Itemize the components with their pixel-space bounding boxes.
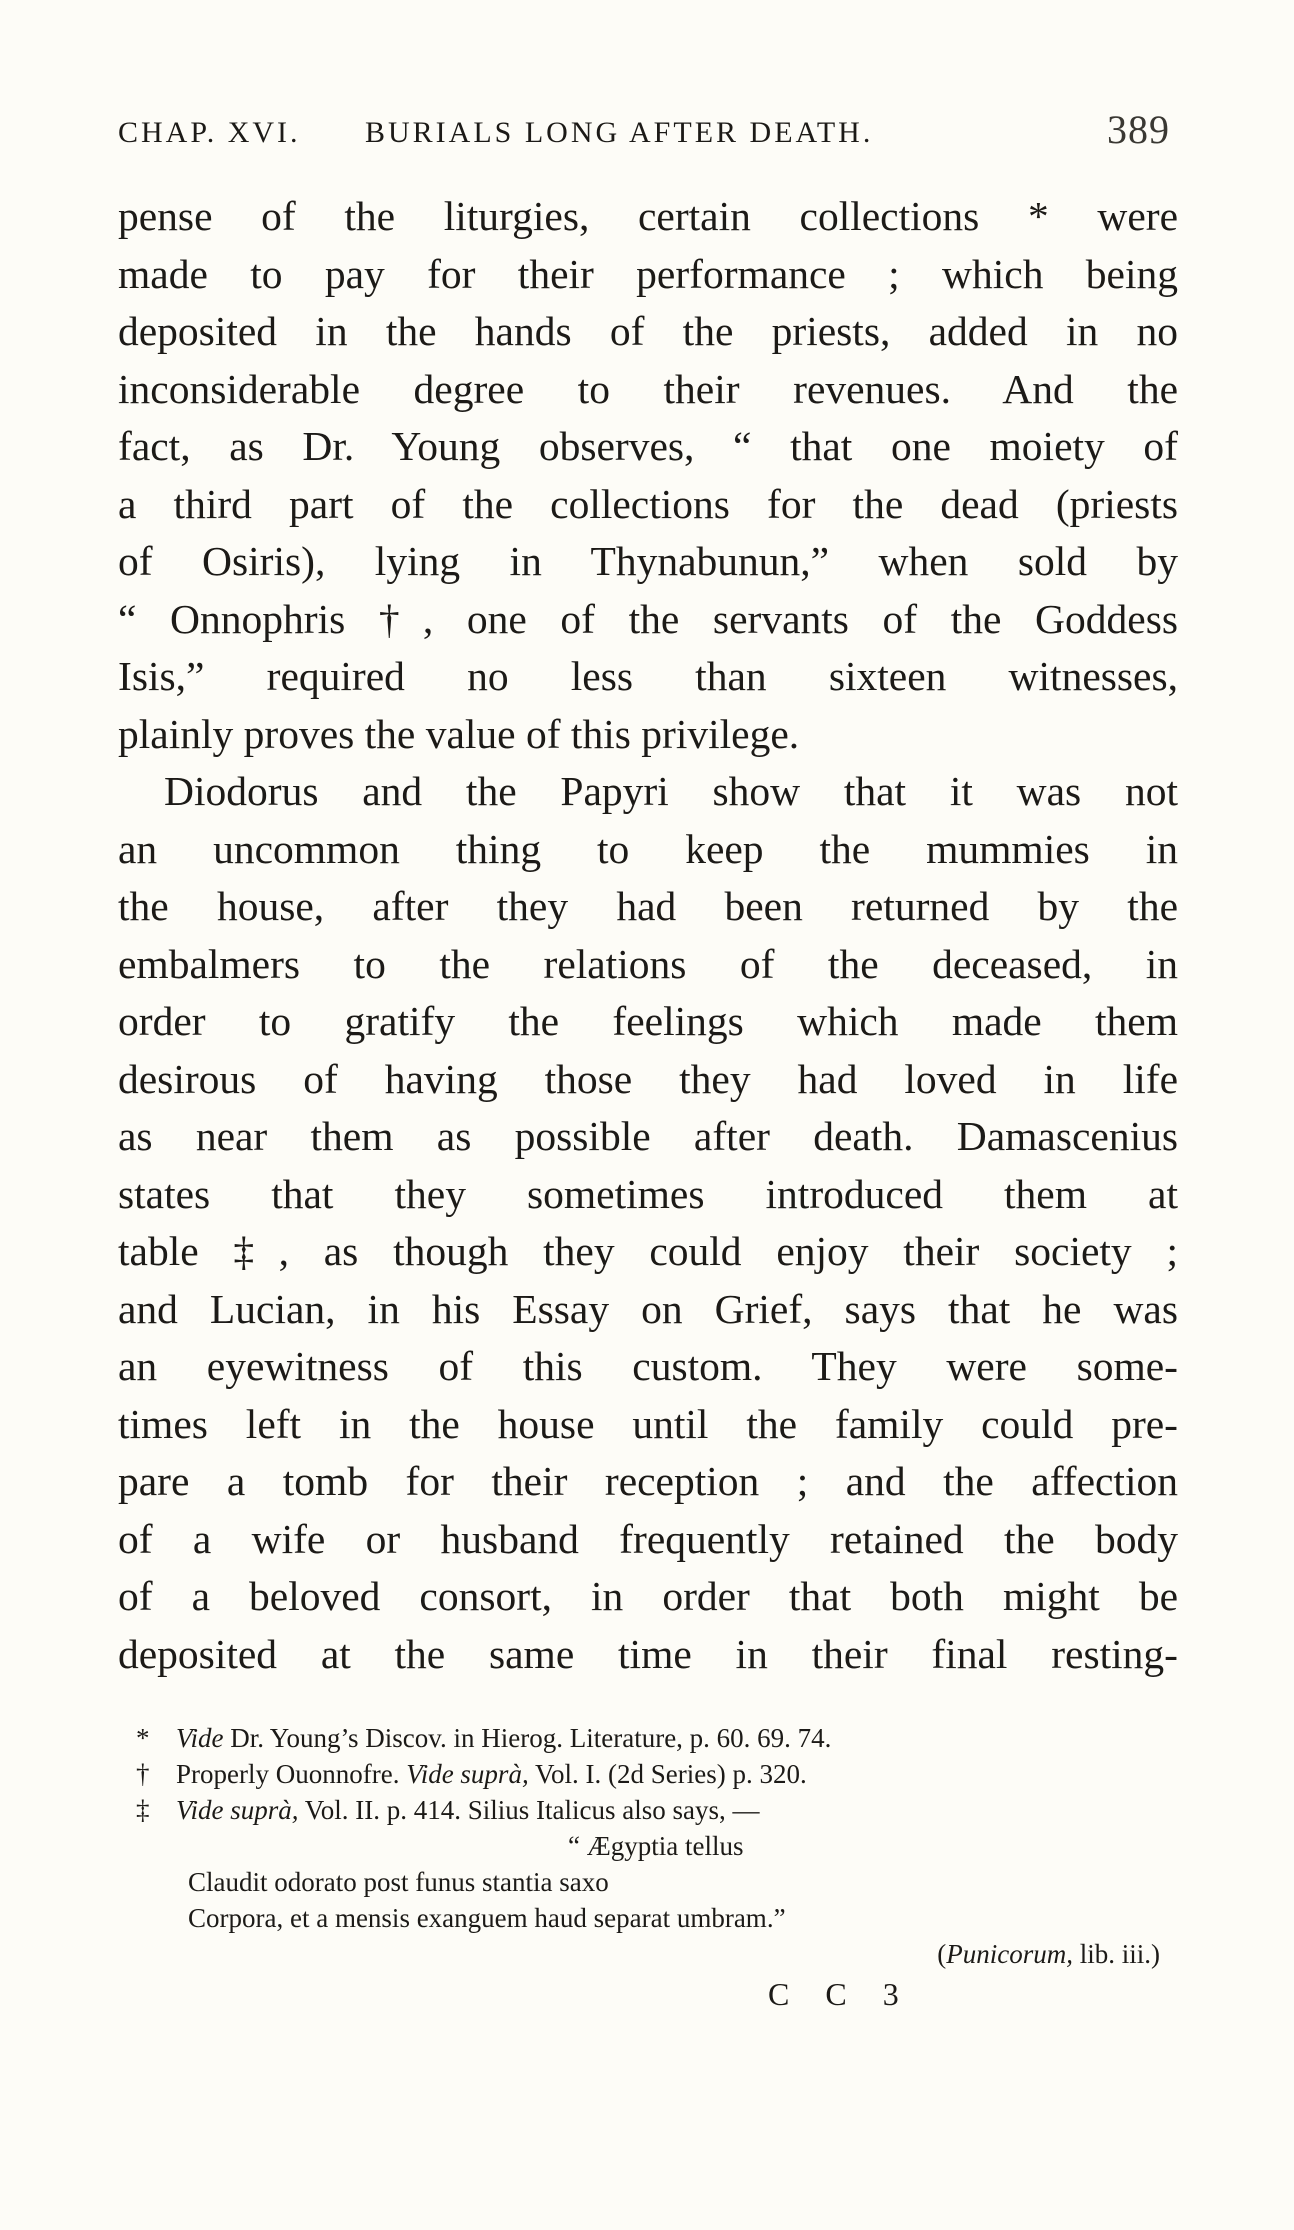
body-line: order to gratify the feelings which made them (118, 998, 1178, 1044)
body-line: pense of the liturgies, certain collections * were (118, 193, 1178, 239)
footnote-2 (118, 1756, 1178, 1792)
running-head (118, 100, 1178, 160)
body-text (118, 188, 1178, 1683)
quote-source-text: lib. iii.) (1073, 1939, 1160, 1969)
footnote-1 (118, 1720, 1178, 1756)
running-title: BURIALS LONG AFTER DEATH. (365, 116, 874, 149)
body-line: pare a tomb for their reception ; and the affection (118, 1458, 1178, 1504)
footnote-italic: Vide (176, 1723, 224, 1753)
footnote-mark: † (136, 1759, 150, 1789)
quote-line: “ Ægyptia tellus (568, 1831, 744, 1861)
quote-source (118, 1936, 1178, 1972)
body-line: deposited at the same time in their final resting- (118, 1630, 1178, 1677)
footnote-text: Properly Ouonnofre. (176, 1759, 407, 1789)
footnote-mark: ‡ (136, 1795, 150, 1825)
footnote-italic: Vide suprà, (406, 1759, 529, 1789)
body-line: table ‡, as though they could enjoy their society ; (118, 1228, 1178, 1274)
body-line: inconsiderable degree to their revenues. And the (118, 365, 1178, 412)
footnote-text: Vol. I. (2d Series) p. 320. (528, 1759, 807, 1789)
body-line: “ Onnophris †, one of the servants of the Goddess (118, 595, 1178, 642)
body-line: deposited in the hands of the priests, added in no (118, 308, 1178, 354)
page-number: 389 (1107, 107, 1170, 152)
quote-line: Claudit odorato post funus stantia saxo (188, 1867, 609, 1897)
body-line: plainly proves the value of this privilege. (118, 710, 800, 757)
footnote-mark: * (136, 1723, 150, 1753)
footnote-text: Dr. Young’s Discov. in Hierog. Literature, p. 60. 69. 74. (223, 1723, 832, 1753)
body-line: and Lucian, in his Essay on Grief, says that he was (118, 1285, 1178, 1332)
body-line: an eyewitness of this custom. They were some- (118, 1343, 1178, 1389)
footnote-text: Vol. II. p. 414. Silius Italicus also says, — (298, 1795, 760, 1825)
quote-source-italic: Punicorum, (946, 1939, 1073, 1969)
body-line: fact, as Dr. Young observes, “ that one moiety of (118, 423, 1178, 469)
body-line: Isis,” required no less than sixteen witnesses, (118, 653, 1178, 699)
footnotes (118, 1720, 1178, 2012)
body-line: made to pay for their performance ; which being (118, 250, 1178, 297)
body-line: of a wife or husband frequently retained the body (118, 1515, 1178, 1562)
body-line: as near them as possible after death. Damascenius (118, 1113, 1178, 1159)
body-line: of a beloved consort, in order that both might be (118, 1573, 1178, 1619)
footnote-italic: Vide suprà, (176, 1795, 299, 1825)
chapter-label: CHAP. XVI. (118, 116, 301, 149)
page (118, 100, 1178, 1683)
body-line: embalmers to the relations of the deceased, in (118, 940, 1178, 987)
quote-line: Corpora, et a mensis exanguem haud separat umbram.” (188, 1903, 786, 1933)
body-line: of Osiris), lying in Thynabunun,” when sold by (118, 538, 1178, 584)
body-line: desirous of having those they had loved in life (118, 1055, 1178, 1102)
quote-source-open: ( (937, 1939, 947, 1969)
signature-mark: C C 3 (768, 1976, 913, 2012)
body-line: states that they sometimes introduced them at (118, 1170, 1178, 1217)
body-line: a third part of the collections for the dead (priests (118, 480, 1178, 527)
body-line: the house, after they had been returned by the (118, 883, 1178, 929)
footnote-3 (118, 1792, 1178, 1828)
body-line: times left in the house until the family could pre- (118, 1400, 1178, 1447)
body-line: Diodorus and the Papyri show that it was not (164, 768, 1178, 814)
body-line: an uncommon thing to keep the mummies in (118, 825, 1178, 872)
